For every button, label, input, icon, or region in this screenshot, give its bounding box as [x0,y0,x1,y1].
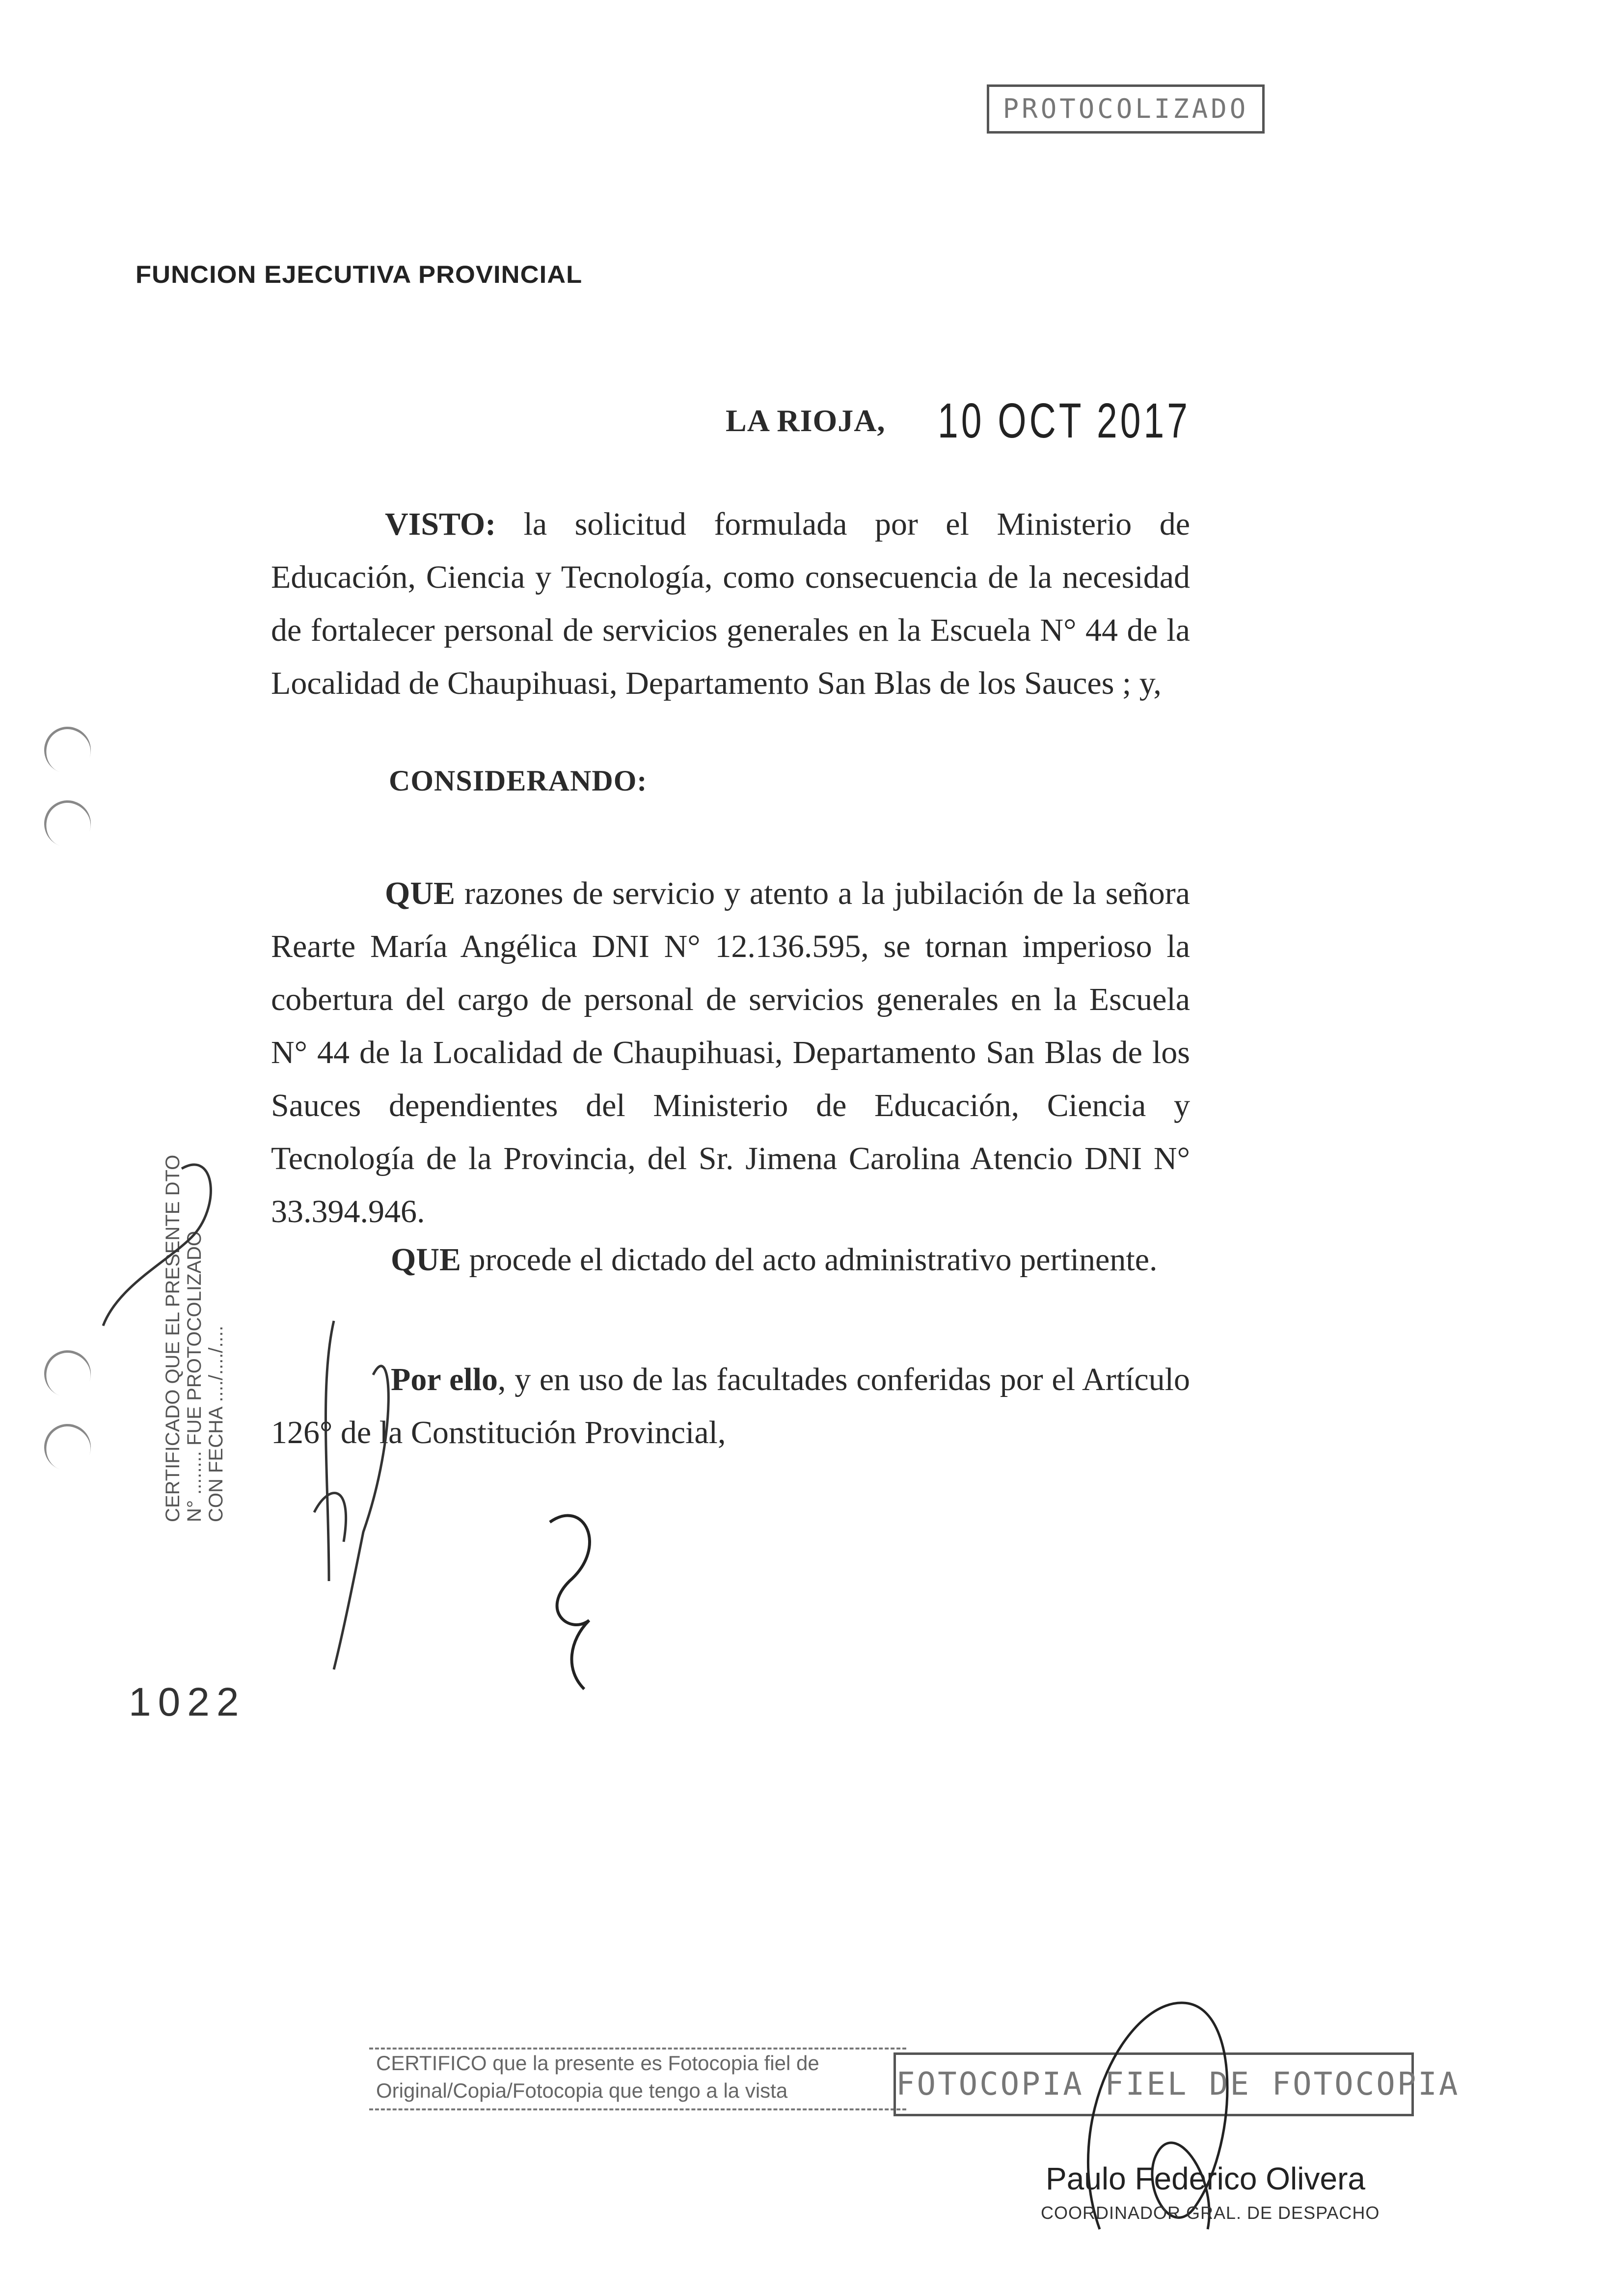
considerando-title: CONSIDERANDO: [389,765,648,797]
protocolizado-stamp: PROTOCOLIZADO [987,84,1265,134]
vertical-stamp-line-1: CERTIFICADO QUE EL PRESENTE DTO [162,1154,184,1522]
binder-hole [38,1344,98,1404]
fotocopia-stamp: FOTOCOPIA FIEL DE FOTOCOPIA [893,2052,1414,2116]
que-text-1: razones de servicio y atento a la jubilación de la señora Rearte María Angélica DNI N° 12.136.595, se tornan imperioso la cobertura del cargo de personal de servicios generales en la Escuela N° 44 de la Localidad de Chaupihuasi, Departamento San Blas de los Sauces dependientes del Ministerio de Educación, Ciencia y Tecnología de la Provincia, del Sr. Jimena Carolina Atencio DNI N° 33.394.946. [271,875,1190,1230]
signature-name: Paulo Federico Olivera [1046,2161,1365,2196]
vertical-stamp-line-3: CON FECHA ..../..../.... [205,1325,227,1522]
handwritten-marks [98,1139,638,1728]
por-ello-text: , y en uso de las facultades conferidas por el Artículo 126° de la Constitución Provincial, [271,1362,1190,1450]
binder-hole [38,720,98,780]
vertical-stamp-line-2: N° ........ FUE PROTOCOLIZADO [184,1230,205,1522]
por-ello-keyword: Por ello [391,1362,498,1397]
binder-hole [38,794,98,854]
certification-stamp [369,2048,906,2110]
visto-keyword: VISTO: [385,506,496,542]
certification-line-1: CERTIFICO que la presente es Fotocopia fiel de [376,2051,819,2075]
binder-hole [38,1418,98,1477]
visto-text: la solicitud formulada por el Ministerio de Educación, Ciencia y Tecnología, como consecuencia de la necesidad de fortalecer personal de servicios generales en la Escuela N° 44 de la Localidad de Chaupihuasi, Departamento San Blas de los Sauces ; y, [271,506,1190,701]
date-place: LA RIOJA, [726,403,886,438]
que-keyword-2: QUE [391,1242,461,1278]
date-value: 10 OCT 2017 [938,393,1191,448]
certification-line-2: Original/Copia/Fotocopia que tengo a la vista [376,2079,788,2102]
issuer-header: FUNCION EJECUTIVA PROVINCIAL [135,261,583,288]
que-keyword-1: QUE [385,875,456,911]
que-text-2: procede el dictado del acto administrativo pertinente. [461,1242,1158,1278]
visto-paragraph [271,498,1190,710]
signature-role: COORDINADOR GRAL. DE DESPACHO [1041,2203,1380,2223]
margin-number: 1022 [129,1680,246,1724]
